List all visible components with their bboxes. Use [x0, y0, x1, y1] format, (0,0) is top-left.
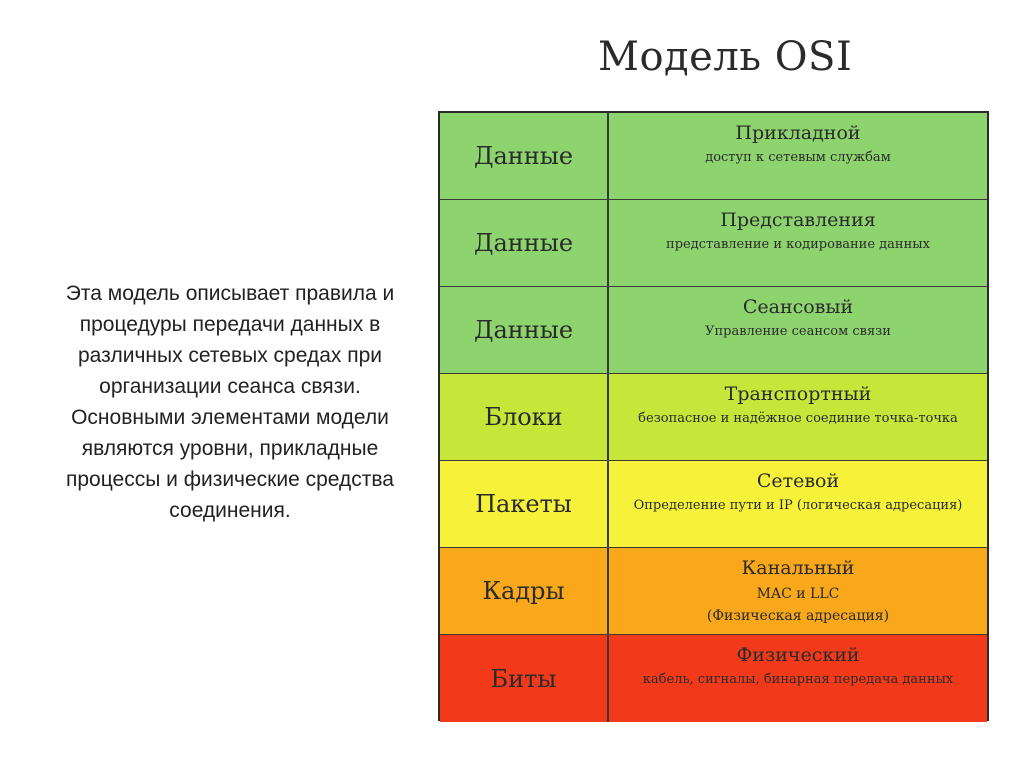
layer-desc-secondary: (Физическая адресация) [706, 608, 890, 624]
layer-desc: доступ к сетевым службам [705, 150, 891, 165]
layer-info [609, 548, 987, 634]
layer-name: Прикладной [735, 122, 861, 144]
layer-unit: Данные [440, 200, 609, 286]
description-text: Эта модель описывает правила и процедуры передачи данных в различных сетевых средах при организации сеанса связи. Основными элементами модели являются уровни, прикладные процессы и физические средства соединения. [65, 282, 395, 522]
layer-info [609, 113, 987, 199]
layer-row-session [440, 287, 987, 374]
layer-info [609, 635, 987, 722]
layer-desc: Определение пути и IP (логическая адресация) [633, 498, 963, 513]
layer-desc: кабель, сигналы, бинарная передача данных [642, 672, 954, 687]
layer-unit: Блоки [440, 374, 609, 460]
osi-table [438, 111, 989, 721]
layer-row-physical [440, 635, 987, 722]
layer-unit: Биты [440, 635, 609, 722]
layer-info [609, 461, 987, 547]
layer-desc: представление и кодирование данных [666, 237, 930, 252]
layer-info [609, 200, 987, 286]
layer-name: Канальный [741, 557, 855, 579]
layer-unit: Данные [440, 113, 609, 199]
layer-name: Сеансовый [742, 296, 854, 318]
page-title: Модель OSI [598, 34, 853, 80]
layer-desc: Управление сеансом связи [705, 324, 891, 339]
layer-info [609, 287, 987, 373]
layer-unit: Кадры [440, 548, 609, 634]
layer-info [609, 374, 987, 460]
layer-desc: безопасное и надёжное соединие точка-точка [638, 411, 958, 426]
layer-name: Транспортный [724, 383, 872, 405]
layer-name: Представления [720, 209, 876, 231]
layer-row-network [440, 461, 987, 548]
layer-desc: MAC и LLC [756, 586, 840, 602]
layer-name: Физический [736, 644, 860, 666]
layer-name: Сетевой [756, 470, 840, 492]
layer-unit: Пакеты [440, 461, 609, 547]
layer-row-datalink [440, 548, 987, 635]
layer-unit: Данные [440, 287, 609, 373]
layer-row-transport [440, 374, 987, 461]
layer-row-application [440, 113, 987, 200]
layer-row-presentation [440, 200, 987, 287]
